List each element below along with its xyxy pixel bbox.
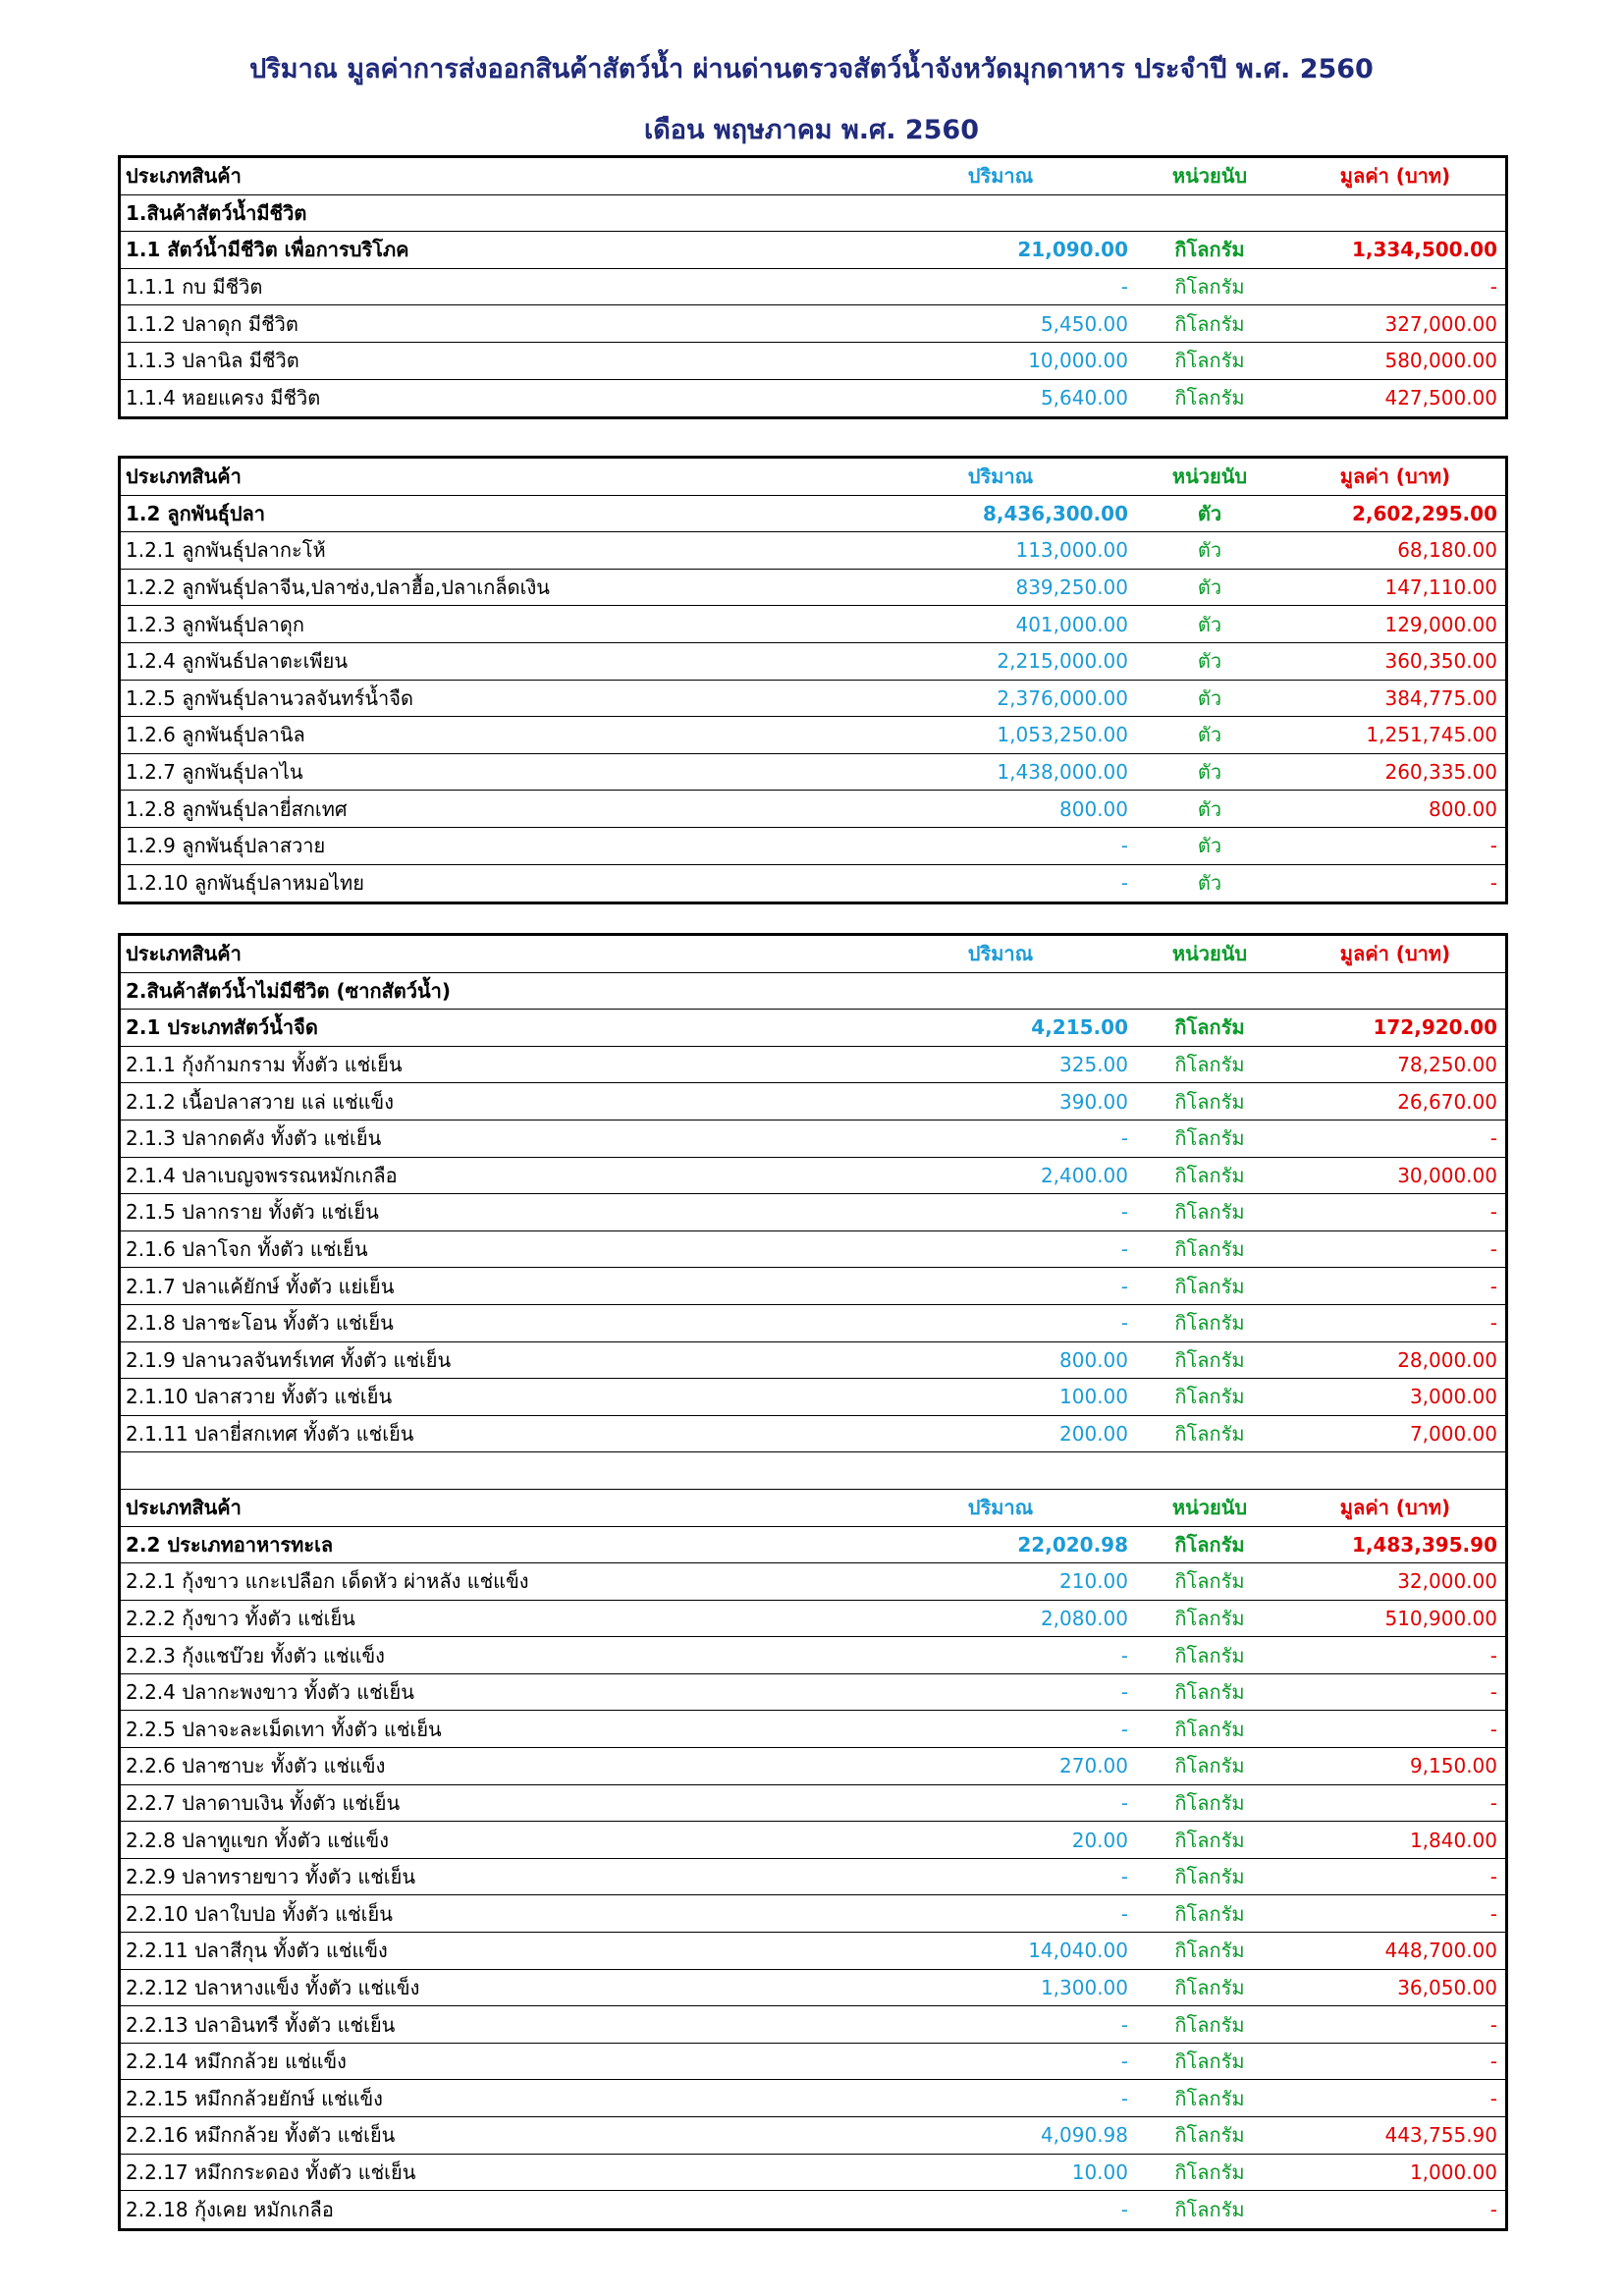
- product-name: 2.2.5 ปลาจะละเม็ดเทา ทั้งตัว แช่เย็น: [126, 1717, 442, 1741]
- quantity-cell: -: [1120, 1200, 1128, 1225]
- value-cell: -: [1489, 1717, 1497, 1741]
- unit-cell: กิโลกรัม: [1174, 2197, 1245, 2221]
- unit-cell: กิโลกรัม: [1174, 1385, 1245, 1409]
- quantity-cell: -: [1120, 2050, 1128, 2074]
- table-row: [121, 1785, 1505, 1823]
- product-name: 1.2.6 ลูกพันธุ์ปลานิล: [126, 723, 305, 747]
- header-unit: หน่วยนับ: [1171, 465, 1248, 489]
- value-cell: -: [1489, 1200, 1497, 1225]
- value-cell: 260,335.00: [1384, 760, 1497, 785]
- value-cell: -: [1489, 1237, 1497, 1262]
- quantity-cell: 14,040.00: [1028, 1939, 1128, 1963]
- table-row: [121, 865, 1505, 902]
- header-unit: หน่วยนับ: [1171, 942, 1248, 966]
- unit-cell: กิโลกรัม: [1174, 1053, 1245, 1077]
- table-row: [121, 1231, 1505, 1269]
- product-name: 2.2.10 ปลาใบปอ ทั้งตัว แช่เย็น: [126, 1901, 393, 1926]
- table-row: [121, 1601, 1505, 1638]
- value-cell: 384,775.00: [1384, 685, 1497, 710]
- product-name: 2.1.2 เนื้อปลาสวาย แล่ แช่แข็ง: [126, 1089, 394, 1114]
- quantity-cell: 800.00: [1059, 796, 1128, 821]
- unit-cell: กิโลกรัม: [1174, 1865, 1245, 1889]
- product-name: 2.1.5 ปลากราย ทั้งตัว แช่เย็น: [126, 1200, 379, 1225]
- unit-cell: ตัว: [1197, 834, 1222, 858]
- product-name: 1.2.2 ลูกพันธุ์ปลาจีน,ปลาซ่ง,ปลาฮื้อ,ปลาเกล็ดเงิน: [126, 575, 550, 600]
- unit-cell: กิโลกรัม: [1174, 1569, 1245, 1594]
- table-row: [121, 1083, 1505, 1121]
- product-name: 2.2.3 กุ้งแชบ๊วย ทั้งตัว แช่แข็ง: [126, 1643, 385, 1667]
- value-cell: 1,000.00: [1409, 2159, 1497, 2184]
- header-product-type: ประเภทสินค้า: [126, 164, 242, 189]
- table-row: [121, 1158, 1505, 1195]
- product-name: 2.1 ประเภทสัตว์น้ำจืด: [126, 1015, 318, 1040]
- product-name: 2.2.18 กุ้งเคย หมักเกลือ: [126, 2197, 334, 2221]
- quantity-cell: -: [1120, 1237, 1128, 1262]
- product-name: 2.2.14 หมึกกล้วย แช่แข็ง: [126, 2050, 347, 2074]
- value-cell: 3,000.00: [1409, 1385, 1497, 1409]
- quantity-cell: -: [1120, 1274, 1128, 1298]
- value-cell: -: [1489, 1865, 1497, 1889]
- product-name: 2.2.8 ปลาทูแขก ทั้งตัว แช่แข็ง: [126, 1828, 389, 1852]
- header-product-type: ประเภทสินค้า: [126, 1496, 242, 1520]
- product-name: 1.1.3 ปลานิล มีชีวิต: [126, 349, 299, 373]
- table-row: [121, 1822, 1505, 1859]
- quantity-cell: -: [1120, 1901, 1128, 1926]
- table-row: [121, 1711, 1505, 1748]
- value-cell: -: [1489, 2197, 1497, 2221]
- value-cell: 129,000.00: [1384, 612, 1497, 636]
- category-row: [121, 973, 1505, 1011]
- category-label: 2.สินค้าสัตว์น้ำไม่มีชีวิต (ซากสัตว์น้ำ): [126, 978, 452, 1003]
- unit-cell: ตัว: [1197, 871, 1222, 896]
- quantity-cell: 5,450.00: [1040, 311, 1128, 336]
- table-row: [121, 1748, 1505, 1785]
- subtotal-row: [121, 232, 1505, 269]
- unit-cell: กิโลกรัม: [1174, 1680, 1245, 1705]
- value-cell: 68,180.00: [1397, 538, 1497, 563]
- product-name: 2.2.7 ปลาดาบเงิน ทั้งตัว แช่เย็น: [126, 1790, 401, 1815]
- quantity-cell: 401,000.00: [1015, 612, 1128, 636]
- value-cell: 448,700.00: [1384, 1939, 1497, 1963]
- value-cell: -: [1489, 2086, 1497, 2110]
- table-row: [121, 1859, 1505, 1896]
- category-label: 1.สินค้าสัตว์น้ำมีชีวิต: [126, 200, 307, 225]
- quantity-cell: 22,020.98: [1017, 1532, 1128, 1557]
- table-row: [121, 570, 1505, 607]
- value-cell: 28,000.00: [1397, 1347, 1497, 1372]
- product-name: 1.2.10 ลูกพันธุ์ปลาหมอไทย: [126, 871, 364, 896]
- value-cell: -: [1489, 2012, 1497, 2037]
- value-cell: -: [1489, 1311, 1497, 1336]
- product-name: 2.1.10 ปลาสวาย ทั้งตัว แช่เย็น: [126, 1385, 393, 1409]
- table-row: [121, 681, 1505, 718]
- unit-cell: ตัว: [1197, 796, 1222, 821]
- table-row: [121, 1563, 1505, 1601]
- product-name: 2.1.11 ปลายี่สกเทศ ทั้งตัว แช่เย็น: [126, 1422, 414, 1447]
- quantity-cell: 2,080.00: [1040, 1606, 1128, 1630]
- table-row: [121, 1895, 1505, 1933]
- header-product-type: ประเภทสินค้า: [126, 942, 242, 966]
- product-name: 1.2.9 ลูกพันธุ์ปลาสวาย: [126, 834, 326, 858]
- table-row: [121, 1674, 1505, 1712]
- value-cell: -: [1489, 1790, 1497, 1815]
- unit-cell: กิโลกรัม: [1174, 2123, 1245, 2148]
- unit-cell: กิโลกรัม: [1174, 1975, 1245, 1999]
- product-name: 2.2.2 กุ้งขาว ทั้งตัว แช่เย็น: [126, 1606, 355, 1630]
- value-cell: 172,920.00: [1373, 1015, 1497, 1040]
- quantity-cell: 2,400.00: [1040, 1163, 1128, 1187]
- table-row: [121, 1268, 1505, 1305]
- unit-cell: กิโลกรัม: [1174, 2050, 1245, 2074]
- section-fish-fingerlings: [118, 456, 1508, 904]
- quantity-cell: 1,438,000.00: [997, 760, 1128, 785]
- quantity-cell: 390.00: [1059, 1089, 1128, 1114]
- value-cell: 78,250.00: [1397, 1053, 1497, 1077]
- product-name: 1.2.8 ลูกพันธุ์ปลายี่สกเทศ: [126, 796, 348, 821]
- header-quantity: ปริมาณ: [967, 1496, 1034, 1520]
- quantity-cell: 8,436,300.00: [982, 501, 1128, 525]
- value-cell: 1,251,745.00: [1366, 723, 1497, 747]
- product-name: 2.1.9 ปลานวลจันทร์เทศ ทั้งตัว แช่เย็น: [126, 1347, 452, 1372]
- header-quantity: ปริมาณ: [967, 942, 1034, 966]
- unit-cell: กิโลกรัม: [1174, 1126, 1245, 1151]
- value-cell: -: [1489, 1126, 1497, 1151]
- category-row: [121, 195, 1505, 233]
- quantity-cell: 100.00: [1059, 1385, 1128, 1409]
- product-name: 1.2.3 ลูกพันธุ์ปลาดุก: [126, 612, 304, 636]
- table-row: [121, 1970, 1505, 2007]
- quantity-cell: 10.00: [1071, 2159, 1128, 2184]
- header-quantity: ปริมาณ: [967, 164, 1034, 189]
- unit-cell: ตัว: [1197, 760, 1222, 785]
- unit-cell: กิโลกรัม: [1174, 1717, 1245, 1741]
- product-name: 2.2.15 หมึกกล้วยยักษ์ แช่แข็ง: [126, 2086, 383, 2110]
- table-header-row: [121, 158, 1505, 195]
- table-row: [121, 343, 1505, 380]
- table-row: [121, 1194, 1505, 1231]
- table-row: [121, 643, 1505, 681]
- product-name: 2.2.13 ปลาอินทรี ทั้งตัว แช่เย็น: [126, 2012, 396, 2037]
- unit-cell: กิโลกรัม: [1174, 1347, 1245, 1372]
- unit-cell: กิโลกรัม: [1174, 2012, 1245, 2037]
- product-name: 2.1.4 ปลาเบญจพรรณหมักเกลือ: [126, 1163, 398, 1187]
- product-name: 2.1.7 ปลาแค้ยักษ์ ทั้งตัว แย่เย็น: [126, 1274, 395, 1298]
- quantity-cell: 270.00: [1059, 1754, 1128, 1778]
- value-cell: -: [1489, 1643, 1497, 1667]
- subtotal-row: [121, 1527, 1505, 1564]
- quantity-cell: -: [1120, 275, 1128, 300]
- value-cell: 36,050.00: [1397, 1975, 1497, 1999]
- value-cell: 26,670.00: [1397, 1089, 1497, 1114]
- table-row: [121, 1305, 1505, 1342]
- quantity-cell: 210.00: [1059, 1569, 1128, 1594]
- table-row: [121, 1933, 1505, 1970]
- quantity-cell: -: [1120, 1717, 1128, 1741]
- value-cell: -: [1489, 2050, 1497, 2074]
- unit-cell: กิโลกรัม: [1174, 2086, 1245, 2110]
- quantity-cell: -: [1120, 1643, 1128, 1667]
- unit-cell: กิโลกรัม: [1174, 1901, 1245, 1926]
- table-header-row: [121, 936, 1505, 973]
- unit-cell: กิโลกรัม: [1174, 1754, 1245, 1778]
- quantity-cell: 113,000.00: [1015, 538, 1128, 563]
- unit-cell: กิโลกรัม: [1174, 1643, 1245, 1667]
- quantity-cell: -: [1120, 1311, 1128, 1336]
- quantity-cell: 5,640.00: [1040, 386, 1128, 410]
- product-name: 2.2.4 ปลากะพงขาว ทั้งตัว แช่เย็น: [126, 1680, 414, 1705]
- report-subtitle-month: เดือน พฤษภาคม พ.ศ. 2560: [644, 115, 979, 145]
- quantity-cell: -: [1120, 2086, 1128, 2110]
- value-cell: -: [1489, 834, 1497, 858]
- quantity-cell: 21,090.00: [1017, 238, 1128, 262]
- table-row: [121, 791, 1505, 828]
- unit-cell: กิโลกรัม: [1174, 2159, 1245, 2184]
- table-row: [121, 717, 1505, 754]
- header-product-type: ประเภทสินค้า: [126, 465, 242, 489]
- quantity-cell: 2,376,000.00: [997, 685, 1128, 710]
- quantity-cell: 10,000.00: [1028, 349, 1128, 373]
- unit-cell: กิโลกรัม: [1174, 1828, 1245, 1852]
- unit-cell: กิโลกรัม: [1174, 238, 1245, 262]
- header-value: มูลค่า (บาท): [1339, 465, 1451, 489]
- table-header-row: [121, 1490, 1505, 1527]
- table-row: [121, 2155, 1505, 2192]
- quantity-cell: 4,215.00: [1031, 1015, 1128, 1040]
- value-cell: 2,602,295.00: [1351, 501, 1497, 525]
- product-name: 2.1.8 ปลาชะโอน ทั้งตัว แช่เย็น: [126, 1311, 394, 1336]
- unit-cell: กิโลกรัม: [1174, 1163, 1245, 1187]
- unit-cell: กิโลกรัม: [1174, 275, 1245, 300]
- unit-cell: ตัว: [1197, 538, 1222, 563]
- product-name: 1.2.4 ลูกพันธ์ปลาตะเพียน: [126, 649, 348, 674]
- table-row: [121, 2080, 1505, 2117]
- quantity-cell: -: [1120, 871, 1128, 896]
- unit-cell: กิโลกรัม: [1174, 1089, 1245, 1114]
- quantity-cell: -: [1120, 2197, 1128, 2221]
- table-row: [121, 828, 1505, 865]
- report-title: ปริมาณ มูลค่าการส่งออกสินค้าสัตว์น้ำ ผ่านด่านตรวจสัตว์น้ำจังหวัดมุกดาหาร ประจำปี พ.ศ. 2560: [249, 54, 1374, 84]
- quantity-cell: 1,300.00: [1040, 1975, 1128, 1999]
- value-cell: 800.00: [1429, 796, 1497, 821]
- quantity-cell: 4,090.98: [1040, 2123, 1128, 2148]
- quantity-cell: 20.00: [1071, 1828, 1128, 1852]
- table-row: [121, 754, 1505, 792]
- product-name: 2.2.6 ปลาซาบะ ทั้งตัว แช่แข็ง: [126, 1754, 386, 1778]
- unit-cell: กิโลกรัม: [1174, 349, 1245, 373]
- product-name: 1.1.2 ปลาดุก มีชีวิต: [126, 311, 298, 336]
- value-cell: 510,900.00: [1384, 1606, 1497, 1630]
- product-name: 1.2 ลูกพันธุ์ปลา: [126, 501, 266, 525]
- table-row: [121, 606, 1505, 643]
- unit-cell: กิโลกรัม: [1174, 1274, 1245, 1298]
- value-cell: 32,000.00: [1397, 1569, 1497, 1594]
- table-row: [121, 1121, 1505, 1158]
- value-cell: 427,500.00: [1384, 386, 1497, 410]
- table-row: [121, 1416, 1505, 1453]
- header-value: มูลค่า (บาท): [1339, 942, 1451, 966]
- table-row: [121, 269, 1505, 306]
- value-cell: 1,483,395.90: [1351, 1532, 1497, 1557]
- value-cell: 1,840.00: [1409, 1828, 1497, 1852]
- unit-cell: กิโลกรัม: [1174, 386, 1245, 410]
- product-name: 1.2.1 ลูกพันธุ์ปลากะโห้: [126, 538, 326, 563]
- product-name: 2.2.12 ปลาหางแข็ง ทั้งตัว แช่แข็ง: [126, 1975, 420, 1999]
- quantity-cell: 800.00: [1059, 1347, 1128, 1372]
- unit-cell: กิโลกรัม: [1174, 1606, 1245, 1630]
- unit-cell: ตัว: [1197, 575, 1222, 600]
- value-cell: 1,334,500.00: [1351, 238, 1497, 262]
- value-cell: 580,000.00: [1384, 349, 1497, 373]
- quantity-cell: -: [1120, 1680, 1128, 1705]
- header-value: มูลค่า (บาท): [1339, 1496, 1451, 1520]
- product-name: 2.1.6 ปลาโจก ทั้งตัว แช่เย็น: [126, 1237, 368, 1262]
- header-unit: หน่วยนับ: [1171, 164, 1248, 189]
- table-row: [121, 2117, 1505, 2155]
- subtotal-row: [121, 496, 1505, 533]
- unit-cell: กิโลกรัม: [1174, 1200, 1245, 1225]
- unit-cell: กิโลกรัม: [1174, 1237, 1245, 1262]
- table-row: [121, 1379, 1505, 1416]
- value-cell: -: [1489, 275, 1497, 300]
- unit-cell: กิโลกรัม: [1174, 1532, 1245, 1557]
- table-row: [121, 532, 1505, 570]
- product-name: 2.2.16 หมึกกล้วย ทั้งตัว แช่เย็น: [126, 2123, 396, 2148]
- value-cell: 7,000.00: [1409, 1422, 1497, 1447]
- quantity-cell: 1,053,250.00: [997, 723, 1128, 747]
- quantity-cell: 200.00: [1059, 1422, 1128, 1447]
- product-name: 1.1 สัตว์น้ำมีชีวิต เพื่อการบริโภค: [126, 238, 409, 262]
- unit-cell: กิโลกรัม: [1174, 1422, 1245, 1447]
- quantity-cell: 839,250.00: [1015, 575, 1128, 600]
- table-header-row: [121, 459, 1505, 496]
- value-cell: 30,000.00: [1397, 1163, 1497, 1187]
- table-row: [121, 1047, 1505, 1084]
- product-name: 1.1.4 หอยแครง มีชีวิต: [126, 386, 321, 410]
- quantity-cell: 325.00: [1059, 1053, 1128, 1077]
- value-cell: -: [1489, 1901, 1497, 1926]
- product-name: 2.2.1 กุ้งขาว แกะเปลือก เด็ดหัว ผ่าหลัง แช่แข็ง: [126, 1569, 529, 1594]
- unit-cell: กิโลกรัม: [1174, 1790, 1245, 1815]
- product-name: 2.2.11 ปลาสีกุน ทั้งตัว แช่แข็ง: [126, 1939, 388, 1963]
- header-value: มูลค่า (บาท): [1339, 164, 1451, 189]
- table-row: [121, 305, 1505, 343]
- header-quantity: ปริมาณ: [967, 465, 1034, 489]
- table-row: [121, 1342, 1505, 1380]
- unit-cell: กิโลกรัม: [1174, 1311, 1245, 1336]
- subtotal-row: [121, 1010, 1505, 1047]
- quantity-cell: -: [1120, 1126, 1128, 1151]
- product-name: 1.2.7 ลูกพันธุ์ปลาไน: [126, 760, 303, 785]
- section-non-live-aquatic-products: [118, 933, 1508, 2231]
- unit-cell: กิโลกรัม: [1174, 311, 1245, 336]
- value-cell: 443,755.90: [1384, 2123, 1497, 2148]
- value-cell: -: [1489, 871, 1497, 896]
- table-row: [121, 2191, 1505, 2228]
- unit-cell: ตัว: [1197, 723, 1222, 747]
- quantity-cell: 2,215,000.00: [997, 649, 1128, 674]
- value-cell: 327,000.00: [1384, 311, 1497, 336]
- product-name: 2.1.3 ปลากดคัง ทั้งตัว แช่เย็น: [126, 1126, 382, 1151]
- product-name: 1.1.1 กบ มีชีวิต: [126, 275, 263, 300]
- value-cell: 360,350.00: [1384, 649, 1497, 674]
- header-unit: หน่วยนับ: [1171, 1496, 1248, 1520]
- quantity-cell: -: [1120, 1790, 1128, 1815]
- table-row: [121, 2006, 1505, 2044]
- unit-cell: ตัว: [1197, 649, 1222, 674]
- quantity-cell: -: [1120, 2012, 1128, 2037]
- unit-cell: ตัว: [1197, 501, 1222, 525]
- product-name: 2.2.17 หมึกกระดอง ทั้งตัว แช่เย็น: [126, 2159, 416, 2184]
- section-live-aquatic-animals: [118, 155, 1508, 419]
- unit-cell: ตัว: [1197, 612, 1222, 636]
- value-cell: 9,150.00: [1409, 1754, 1497, 1778]
- product-name: 2.1.1 กุ้งก้ามกราม ทั้งตัว แช่เย็น: [126, 1053, 403, 1077]
- blank-row: [121, 1452, 1505, 1490]
- table-row: [121, 380, 1505, 417]
- unit-cell: กิโลกรัม: [1174, 1015, 1245, 1040]
- value-cell: 147,110.00: [1384, 575, 1497, 600]
- quantity-cell: -: [1120, 834, 1128, 858]
- quantity-cell: -: [1120, 1865, 1128, 1889]
- product-name: 2.2 ประเภทอาหารทะเล: [126, 1532, 334, 1557]
- product-name: 2.2.9 ปลาทรายขาว ทั้งตัว แช่เย็น: [126, 1865, 416, 1889]
- value-cell: -: [1489, 1274, 1497, 1298]
- unit-cell: ตัว: [1197, 685, 1222, 710]
- unit-cell: กิโลกรัม: [1174, 1939, 1245, 1963]
- table-row: [121, 1637, 1505, 1674]
- table-row: [121, 2044, 1505, 2081]
- value-cell: -: [1489, 1680, 1497, 1705]
- product-name: 1.2.5 ลูกพันธุ์ปลานวลจันทร์น้ำจืด: [126, 685, 413, 710]
